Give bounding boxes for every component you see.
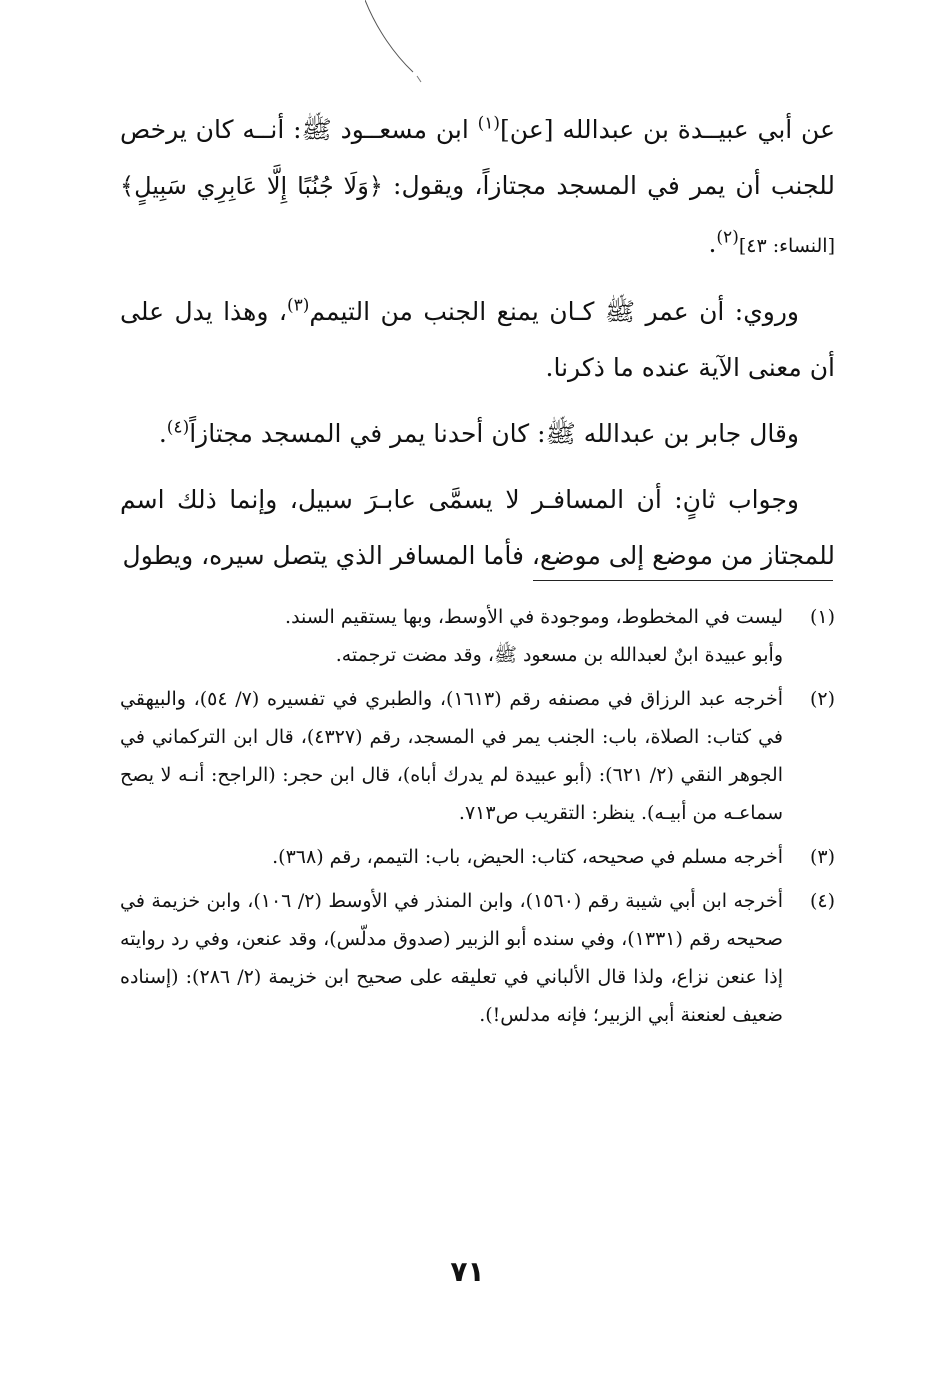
footnote-ref-2: (٢) — [716, 227, 739, 248]
footnote-line: وأبو عبيدة ابنٌ لعبدالله بن مسعود ﷺ، وقد مضت ترجمته. — [335, 644, 783, 666]
text-run: . — [158, 419, 167, 448]
footnote-4 — [120, 882, 835, 1034]
footnotes — [120, 598, 835, 1040]
footnote-ref-1: (١) — [477, 113, 501, 134]
footnote-2 — [120, 680, 835, 832]
paragraph-4: وجواب ثانٍ: أن المسافـر لا يسمَّى عابـرَ سبيل، وإنما ذلك اسم للمجتاز من موضع إلى موضع، فأما المسافر الذي يتصل سيره، ويطول — [120, 485, 835, 570]
footnote-1 — [120, 598, 835, 674]
text-run: عن أبي عبيــدة بن عبدالله [عن] — [500, 115, 835, 144]
text-run: ابن مسعــود ﷺ: أنــه كان يرخص للجنب أن يمر في المسجد مجتازاً، ويقول: — [120, 115, 835, 200]
footnote-body — [120, 838, 783, 876]
footnote-number: (٣) — [809, 846, 835, 868]
paragraph-3 — [120, 406, 835, 462]
footnote-line: ليست في المخطوط، وموجودة في الأوسط، وبها يستقيم السند. — [285, 606, 783, 628]
footnote-number: (٤) — [809, 890, 835, 912]
footnote-number: (١) — [809, 606, 835, 628]
page-number: ٧١ — [450, 1255, 485, 1288]
footnote-line: أخرجه مسلم في صحيحه، كتاب: الحيض، باب: التيمم، رقم (٣٦٨). — [272, 846, 783, 868]
text-run: . — [708, 229, 717, 258]
footnote-ref-4: (٤) — [166, 417, 190, 438]
footnote-separator — [533, 580, 833, 581]
footnote-number: (٢) — [809, 688, 835, 710]
text-run: وروي: أن عمر ﷺ كـان يمنع الجنب من التيمم — [309, 297, 800, 326]
footnote-line: أخرجه ابن أبي شيبة رقم (١٥٦٠)، وابن المنذر في الأوسط (٢/ ١٠٦)، وابن خزيمة في صحيحه رقم (١٣٣١)، وفي سنده أبو الزبير (صدوق مدلّس)، وقد عنعن، وفي رد روايته إذا عنعن نزاع، ولذا قال الألباني في تعليقه على صحيح ابن خزيمة (٢/ ٢٨٦): (إسناده ضعيف لعنعنة أبي الزبير؛ فإنه مدلس!). — [120, 890, 784, 1026]
footnote-line: أخرجه عبد الرزاق في مصنفه رقم (١٦١٣)، والطبري في تفسيره (٧/ ٥٤)، والبيهقي في كتاب: الصلاة، باب: الجنب يمر في المسجد، رقم (٤٣٢٧)، قال ابن التركماني في الجوهر النقي (٢/ ٦٢١): (أبو عبيدة لم يدرك أباه)، قال ابن حجر: (الراجح: أنـه لا يصح سماعـه من أبيـه). ينظر: التقريب ص٧١٣. — [120, 688, 784, 824]
paragraph-1 — [120, 102, 835, 274]
footnote-3 — [120, 838, 835, 876]
footnote-ref-3: (٣) — [286, 295, 310, 316]
footnote-body — [120, 882, 783, 1034]
text-run: وقال جابر بن عبدالله ﷺ: كان أحدنا يمر في المسجد مجتازاً — [189, 419, 799, 448]
footnote-body — [120, 680, 783, 832]
main-text — [120, 92, 835, 584]
paragraph-2 — [120, 284, 835, 396]
quran-verse: ﴿وَلَا جُنُبًا إِلَّا عَابِرِي سَبِيلٍ﴾ — [120, 172, 383, 200]
verse-citation: [النساء: ٤٣] — [738, 235, 835, 257]
footnote-body — [120, 598, 783, 674]
text-run: ، وهذا يدل على أن معنى الآية عنده ما ذكرنا. — [120, 297, 835, 382]
